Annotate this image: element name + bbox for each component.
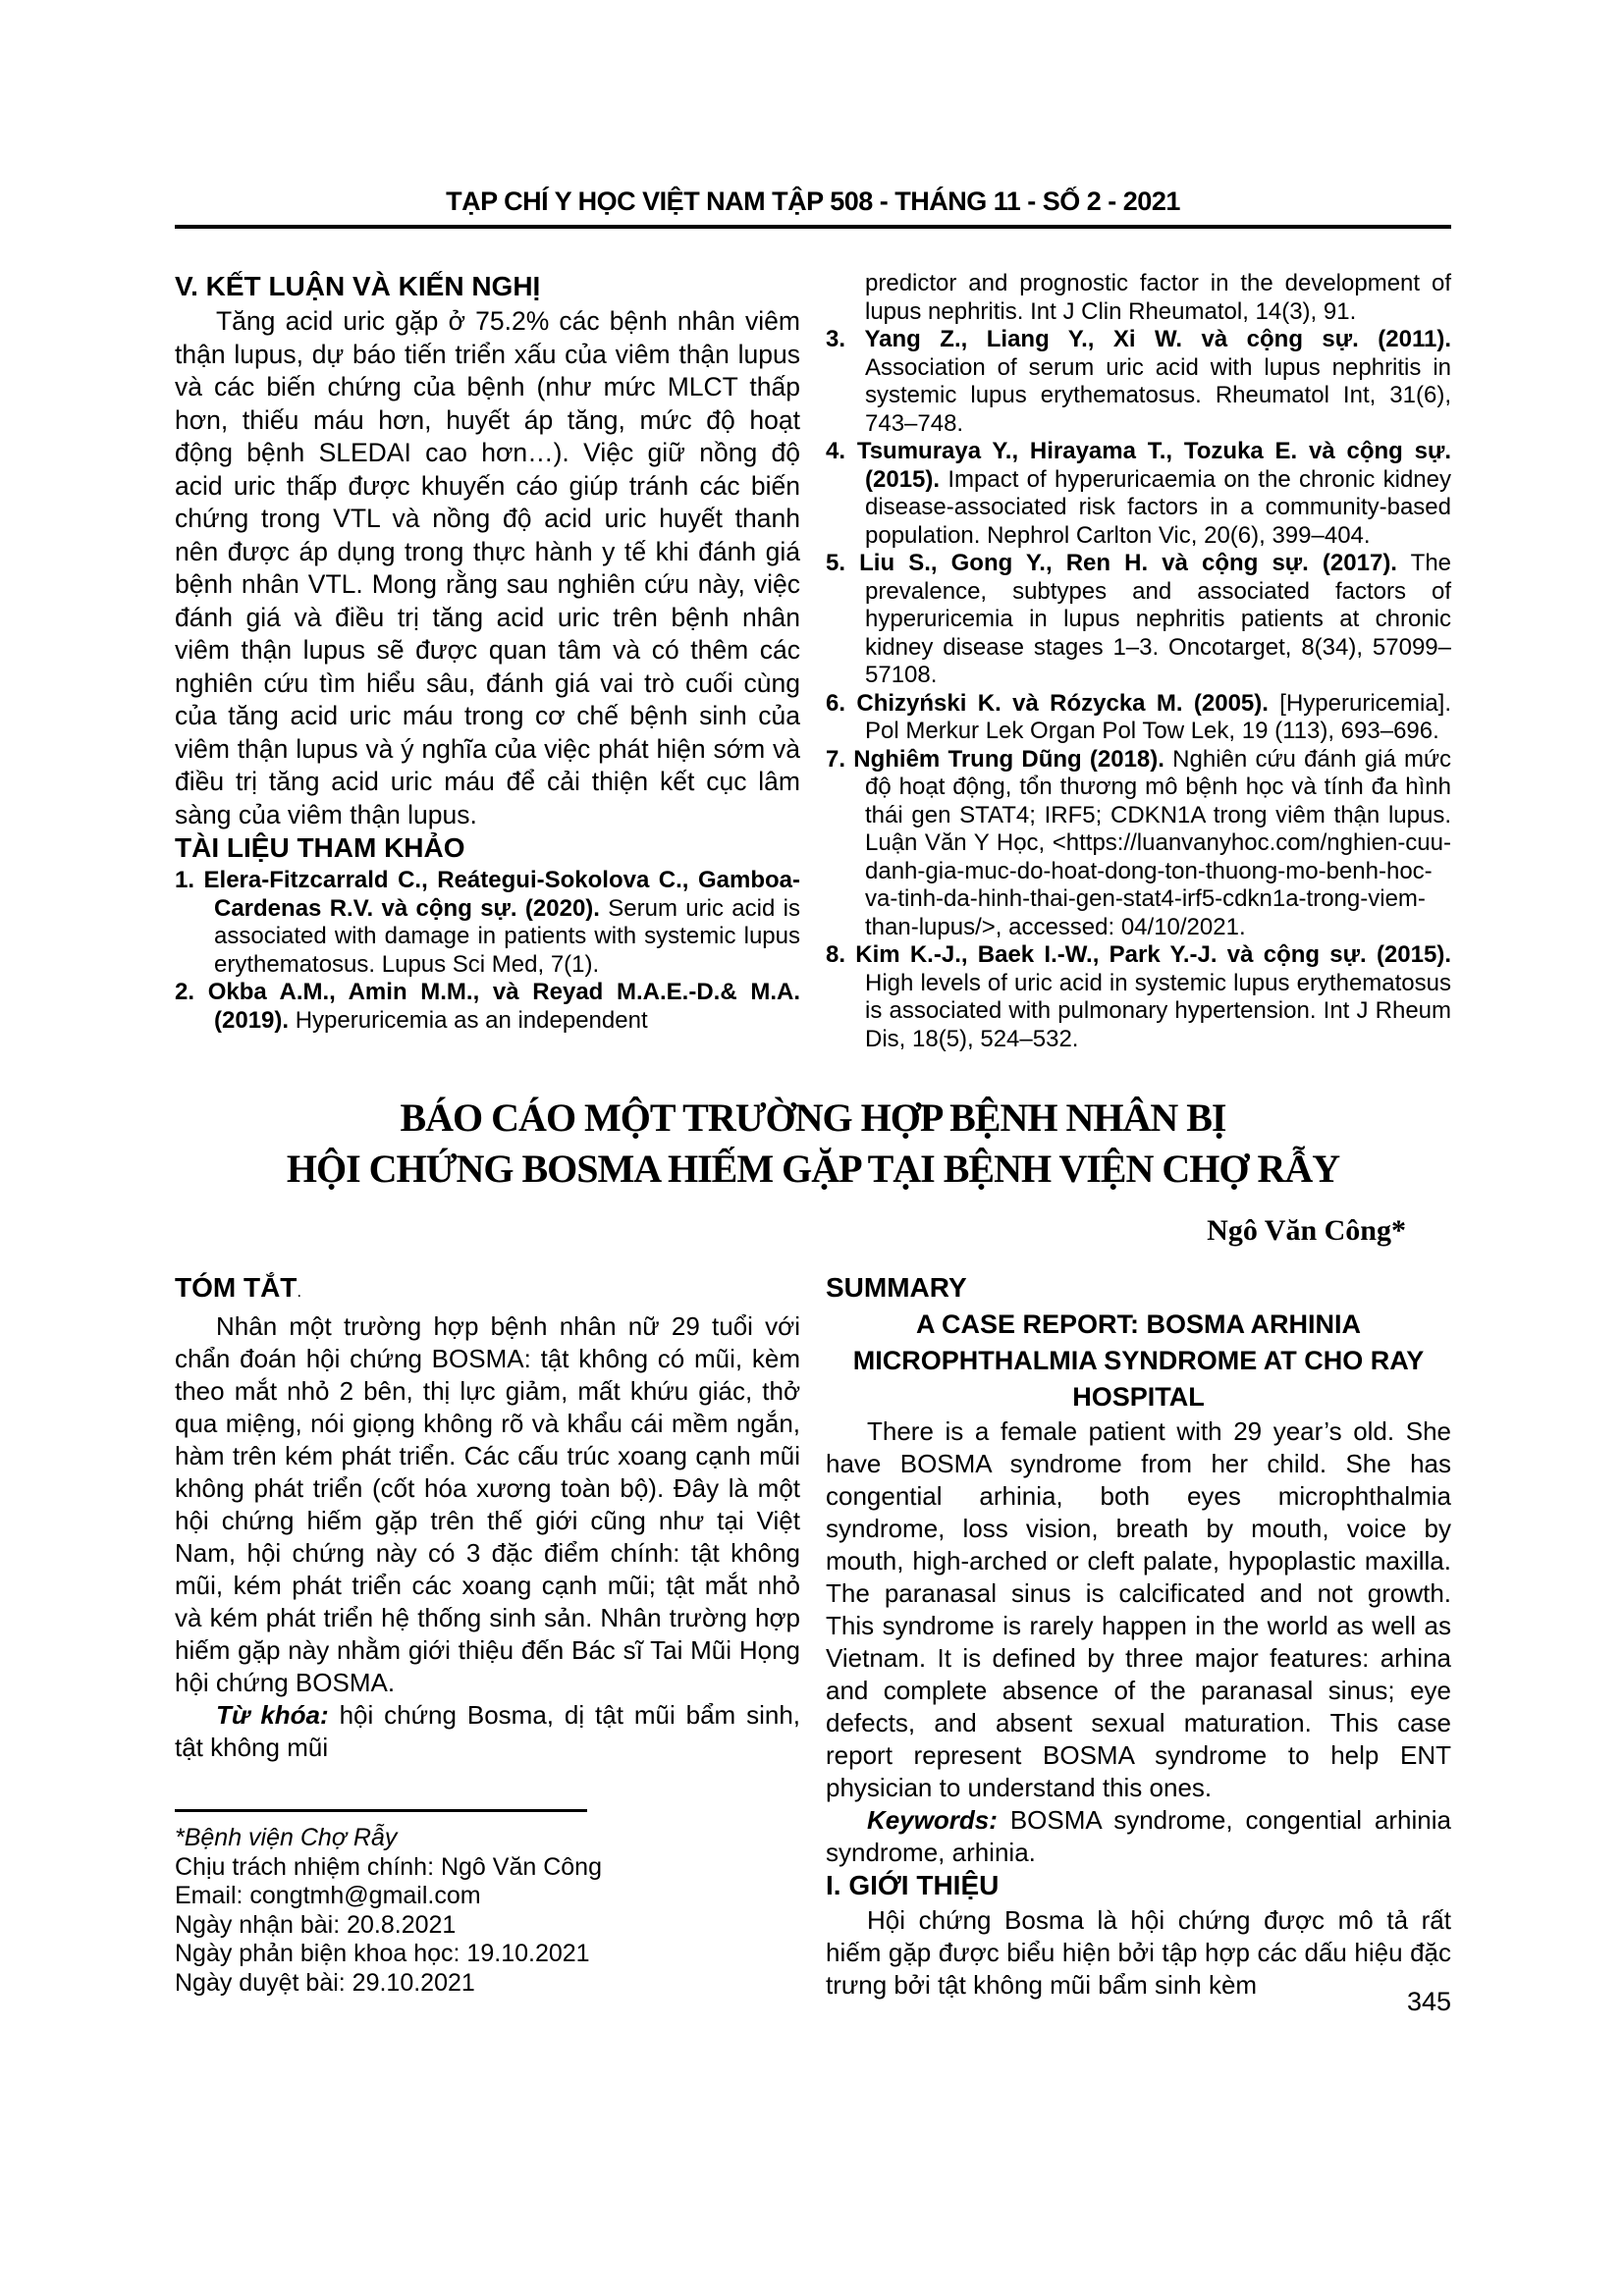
article2-title-block: [175, 1093, 1451, 1248]
abstract-paragraph: Nhân một trường hợp bệnh nhân nữ 29 tuổi với chẩn đoán hội chứng BOSMA: tật không có mũi, kèm theo mắt nhỏ 2 bên, thị lực giảm, mất khứu giác, thở qua miệng, nói giọng không rõ và khẩu cái mềm ngắn, hàm trên kém phát triển. Các cấu trúc xoang cạnh mũi không phát triển (cốt hóa xương toàn bộ). Đây là một hội chứng hiếm gặp trên thế giới cũng như tại Việt Nam, hội chứng này có 3 đặc điểm chính: tật không mũi, kém phát triển các xoang cạnh mũi; tật mắt nhỏ và kém phát triển hệ thống sinh sản. Nhân trường hợp hiếm gặp này nhằm giới thiệu đến Bác sĩ Tai Mũi Họng hội chứng BOSMA.: [175, 1311, 800, 1697]
reference-6-number: 6.: [826, 689, 846, 717]
reference-4-number: 4.: [826, 438, 846, 464]
article2-title: [175, 1093, 1451, 1195]
reference-item-8: [826, 941, 1451, 1053]
keywords-paragraph: [175, 1699, 800, 1764]
reference-item-1: [175, 867, 800, 979]
reference-4-authors: Tsumuraya Y., Hirayama T., Tozuka E. và cộng sự. (2015).: [856, 438, 1452, 493]
footnote-affiliation: *Bệnh viện Chợ Rẫy: [175, 1824, 398, 1851]
reference-3-number: 3.: [826, 326, 846, 352]
footnote-responsible: Chịu trách nhiệm chính: Ngô Văn Công: [175, 1852, 602, 1881]
reference-3-authors: Yang Z., Liang Y., Xi W. và cộng sự. (2011).: [864, 326, 1451, 352]
reference-1-text: Serum uric acid is associated with damage in patients with systemic lupus erythematosus. Lupus Sci Med, 7(1).: [214, 894, 800, 978]
summary-paragraph: There is a female patient with 29 year’s old. She have BOSMA syndrome from her child. She has congential arhinia, both eyes microphthalmia syndrome, loss vision, breath by mouth, voice by mouth, high-arched or cleft palate, hypoplastic maxilla. The paranasal sinus is calcificated and not growth. This syndrome is rarely happen in the world as well as Vietnam. It is defined by three major features: arhina and complete absence of the paranasal sinus; eye defects, and absent sexual maturation. This case report represent BOSMA syndrome to help ENT physician to understand this ones.: [826, 1416, 1451, 1802]
reference-item-7: [826, 746, 1451, 942]
keywords-en-label: Keywords:: [867, 1805, 998, 1835]
reference-item-2: [175, 979, 800, 1035]
reference-5-authors: Liu S., Gong Y., Ren H. và cộng sự. (2017).: [859, 550, 1397, 576]
footnote-block: [175, 1809, 800, 1998]
reference-1-number: 1.: [175, 867, 195, 893]
article2-left-column: [175, 1271, 800, 2002]
article1-columns: [175, 270, 1451, 1053]
reference-5-number: 5.: [826, 550, 846, 576]
references-heading: TÀI LIỆU THAM KHẢO: [175, 832, 465, 863]
reference-6-authors: Chizyński K. và Rózycka M. (2005).: [856, 689, 1269, 717]
introduction-paragraph: Hội chứng Bosma là hội chứng được mô tả rất hiếm gặp được biểu hiện bởi tập hợp các dấu hiệu đặc trưng bởi tật không mũi bẩm sinh kèm: [826, 1905, 1451, 2000]
abstract-heading-dot: .: [297, 1282, 302, 1301]
references-list-left: [175, 867, 800, 1035]
reference-item-5: [826, 550, 1451, 690]
keywords-en-paragraph: [826, 1804, 1451, 1869]
keywords-en-text: BOSMA syndrome, congential arhinia syndrome, arhinia.: [826, 1805, 1451, 1867]
reference-7-text: Nghiên cứu đánh giá mức độ hoạt động, tổn thương mô bệnh học và tính đa hình thái gen STAT4; IRF5; CDKN1A trong viêm thận lupus. Luận Văn Y Học, <https://luanvanyhoc.com/nghien-cuu-danh-gia-muc-do-hoat-dong-ton-thuong-mo-benh-hoc-va-tinh-da-hinh-thai-gen-stat4-irf5-cdkn1a-trong-viem-than-lupus/>, accessed: 04/10/2021.: [865, 745, 1452, 940]
article2-right-column: [826, 1271, 1451, 2002]
summary-heading: SUMMARY: [826, 1272, 967, 1303]
reference-item-3: [826, 326, 1451, 438]
abstract-heading: [175, 1271, 800, 1308]
footnote-received-date: Ngày nhận bài: 20.8.2021: [175, 1910, 457, 1939]
reference-item-6: [826, 690, 1451, 746]
article2-title-line1: BÁO CÁO MỘT TRƯỜNG HỢP BỆNH NHÂN BỊ: [400, 1095, 1226, 1140]
keywords-label: Từ khóa:: [216, 1700, 329, 1730]
conclusion-paragraph: Tăng acid uric gặp ở 75.2% các bệnh nhân viêm thận lupus, dự báo tiến triển xấu của viêm thận lupus và các biến chứng của bệnh (như mức MLCT thấp hơn, thiếu máu hơn, huyết áp tăng, mức độ hoạt động bệnh SLEDAI cao hơn…). Việc giữ nồng độ acid uric thấp được khuyến cáo giúp tránh các biến chứng trong VTL và nồng độ acid uric huyết thanh nên được áp dụng trong thực hành y tế khi đánh giá bệnh nhân VTL. Mong rằng sau nghiên cứu này, việc đánh giá và điều trị tăng acid uric trên bệnh nhân viêm thận lupus sẽ được quan tâm và có thêm các nghiên cứu tìm hiểu sâu, đánh giá vai trò cuối cùng của tăng acid uric máu trong cơ chế bệnh sinh của viêm thận lupus và ý nghĩa của việc phát hiện sớm và điều trị tăng acid uric máu để cải thiện kết cục lâm sàng của viêm thận lupus.: [175, 306, 800, 829]
reference-2-authors: Okba A.M., Amin M.M., và Reyad M.A.E.-D.& M.A. (2019).: [207, 979, 800, 1034]
reference-6-text: [Hyperuricemia]. Pol Merkur Lek Organ Pol Tow Lek, 19 (113), 693–696.: [865, 689, 1452, 744]
article1-right-column: [826, 270, 1451, 1053]
reference-8-number: 8.: [826, 941, 846, 968]
reference-7-authors: Nghiêm Trung Dũng (2018).: [853, 745, 1164, 773]
reference-4-text: Impact of hyperuricaemia on the chronic kidney disease-associated risk factors in a community-based population. Nephrol Carlton Vic, 20(6), 399–404.: [865, 465, 1452, 549]
journal-running-head: TẠP CHÍ Y HỌC VIỆT NAM TẬP 508 - THÁNG 11 - SỐ 2 - 2021: [175, 187, 1451, 229]
reference-8-text: High levels of uric acid in systemic lupus erythematosus is associated with pulmonary hypertension. Int J Rheum Dis, 18(5), 524–532.: [865, 969, 1451, 1052]
footnote-accepted-date: Ngày duyệt bài: 29.10.2021: [175, 1968, 475, 1997]
references-list-right: [826, 270, 1451, 1053]
reference-7-number: 7.: [826, 745, 846, 773]
reference-3-text: Association of serum uric acid with lupus nephritis in systemic lupus erythematosus. Rheumatol Int, 31(6), 743–748.: [865, 353, 1451, 437]
page-number: 345: [1406, 1987, 1451, 2016]
article2-author: Ngô Văn Công*: [1207, 1214, 1406, 1247]
reference-item-4: [826, 438, 1451, 550]
reference-2-text: Hyperuricemia as an independent: [295, 1006, 648, 1034]
reference-2-continuation: predictor and prognostic factor in the development of lupus nephritis. Int J Clin Rheumatol, 14(3), 91.: [865, 270, 1451, 325]
conclusion-heading: V. KẾT LUẬN VÀ KIẾN NGHỊ: [175, 271, 541, 301]
footnote-email: Email: congtmh@gmail.com: [175, 1882, 481, 1909]
reference-8-authors: Kim K.-J., Baek I.-W., Park Y.-J. và cộng sự. (2015).: [855, 941, 1451, 968]
introduction-heading: I. GIỚI THIỆU: [826, 1870, 1000, 1900]
page-content: [0, 187, 1624, 2002]
footnote-review-date: Ngày phản biện khoa học: 19.10.2021: [175, 1940, 590, 1967]
article2-columns: [175, 1271, 1451, 2002]
article1-left-column: [175, 270, 800, 1053]
reference-2-number: 2.: [175, 979, 195, 1005]
abstract-heading-text: TÓM TẮT: [175, 1272, 298, 1303]
footnote-separator: [175, 1809, 587, 1812]
article2-title-line2: HỘI CHỨNG BOSMA HIẾM GẶP TẠI BỆNH VIỆN CHỢ RẪY: [286, 1147, 1340, 1191]
keywords-text: hội chứng Bosma, dị tật mũi bẩm sinh, tật không mũi: [175, 1700, 800, 1762]
reference-5-text: The prevalence, subtypes and associated factors of hyperuricemia in lupus nephritis patients at chronic kidney disease stages 1–3. Oncotarget, 8(34), 57099–57108.: [865, 550, 1452, 688]
reference-1-authors: Elera-Fitzcarrald C., Reátegui-Sokolova C., Gamboa-Cardenas R.V. và cộng sự. (2020).: [203, 867, 800, 922]
summary-title: A CASE REPORT: BOSMA ARHINIA MICROPHTHALMIA SYNDROME AT CHO RAY HOSPITAL: [852, 1309, 1425, 1412]
